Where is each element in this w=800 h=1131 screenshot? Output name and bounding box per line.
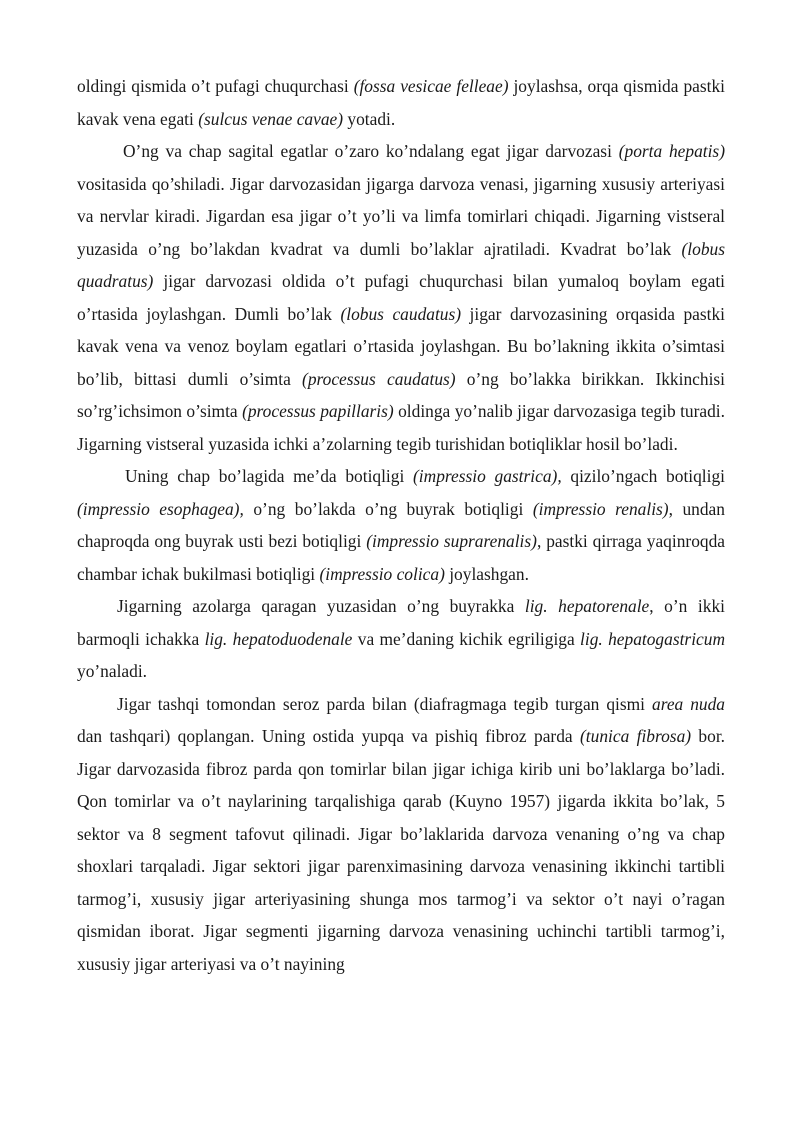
text-run: joylashgan.: [444, 563, 529, 584]
text-run: oldingi qismida o’t pufagi chuqurchasi: [77, 76, 354, 96]
text-run: bor. Jigar darvozasida fibroz parda qon tomirlar bilan jigar ichiga kirib uni bo’laklarga bo’ladi. Qon tomirlar va o’t naylarining tarqalishiga qarab (Kuyno 1957) jigarda ikkita bo’lak, 5 sektor va 8 segment tafovut qilinadi. Jigar bo’laklarida darvoza venaning o’ng va chap shoxlari tarqaladi. Jigar sektori jigar parenximasining darvoza venasining ikkinchi tartibli tarmog’i, xususiy jigar arteriyasining shunga mos tarmog’i va sektor o’t nayi o’ragan qismidan iborat. Jigar segmenti jigarning darvoza venasining uchinchi tartibli tarmog’i, xususiy jigar arteriyasi va o’t nayining: [77, 726, 725, 974]
text-run: O’ng va chap sagital egatlar o’zaro ko’ndalang egat jigar darvozasi: [123, 141, 619, 161]
latin-term: (processus papillaris): [242, 401, 394, 421]
latin-term: (impressio gastrica),: [413, 466, 562, 486]
text-run: yotadi.: [343, 108, 396, 129]
body-text: [77, 70, 725, 980]
paragraph-2: [77, 135, 725, 460]
paragraph-4: [77, 590, 725, 688]
text-run: , undan chaproqda ong buyrak usti bezi botiqligi: [77, 498, 725, 551]
latin-term: (porta hepatis): [618, 141, 725, 161]
latin-term: (lobus caudatus): [340, 303, 462, 324]
text-run: , pastki qirraga yaqinroqda chambar ichak bukilmasi botiqligi: [77, 531, 725, 584]
text-run: Uning chap bo’lagida me’da botiqligi: [125, 466, 414, 486]
latin-term: (tunica fibrosa): [580, 726, 692, 746]
latin-term: (sulcus venae cavae): [198, 108, 344, 129]
text-run: oldinga yo’nalib jigar darvozasiga tegib turadi. Jigarning vistseral yuzasida ichki a’zolarning tegib turishidan botiqliklar hosil bo’ladi.: [77, 401, 725, 454]
latin-term: (processus caudatus): [302, 368, 456, 389]
latin-term: (impressio colica): [319, 563, 445, 584]
latin-term: (impressio suprarenalis): [366, 531, 537, 551]
latin-term: lig. hepatorenale: [524, 596, 650, 616]
paragraph-5: [77, 688, 725, 981]
latin-term: lig. hepatogastricum: [580, 628, 725, 649]
paragraph-3: [77, 460, 725, 590]
text-run: jigar darvozasi oldida o’t pufagi chuqurchasi bilan yumaloq boylam egati o’rtasida joylashgan. Dumli bo’lak: [77, 271, 725, 324]
text-run: dan tashqari) qoplangan. Uning ostida yupqa va pishiq fibroz parda: [77, 726, 580, 746]
text-run: Jigarning azolarga qaragan yuzasidan o’ng buyrakka: [117, 596, 525, 616]
paragraph-1: [77, 70, 725, 135]
text-run: Jigar tashqi tomondan seroz parda bilan (diafragmaga tegib turgan qismi: [117, 693, 652, 714]
text-run: o’ng bo’lakka birikkan. Ikkinchisi so’rg’ichsimon o’simta: [77, 368, 725, 421]
text-run: joylashsa, orqa qismida pastki kavak vena egati: [77, 76, 725, 129]
text-run: yo’naladi.: [77, 661, 148, 681]
latin-term: (lobus quadratus): [77, 238, 725, 291]
text-run: vositasida qo’shiladi. Jigar darvozasidan jigarga darvoza venasi, jigarning xususiy arteriyasi va nervlar kiradi. Jigardan esa jigar o’t yo’li va limfa tomirlari chiqadi. Jigarning vistseral yuzasida o’ng bo’lakdan kvadrat va dumli bo’laklar ajratiladi. Kvadrat bo’lak: [77, 173, 725, 259]
text-run: o’ng bo’lakda o’ng buyrak botiqligi: [243, 498, 533, 519]
latin-term: (impressio esophagea),: [77, 498, 244, 519]
text-run: , o’n ikki barmoqli ichakka: [77, 596, 725, 649]
text-run: jigar darvozasining orqasida pastki kavak vena va venoz boylam egatlari o’rtasida joylashgan. Bu bo’lakning ikkita o’simtasi bo’lib, bittasi dumli o’simta: [77, 303, 725, 389]
text-run: qizilo’ngach botiqligi: [561, 466, 725, 486]
latin-term: (impressio renalis): [532, 498, 669, 519]
latin-term: lig. hepatoduodenale: [204, 628, 353, 649]
text-run: va me’daning kichik egriligiga: [352, 628, 581, 649]
latin-term: area nuda: [652, 693, 725, 714]
latin-term: (fossa vesicae felleae): [353, 76, 509, 96]
